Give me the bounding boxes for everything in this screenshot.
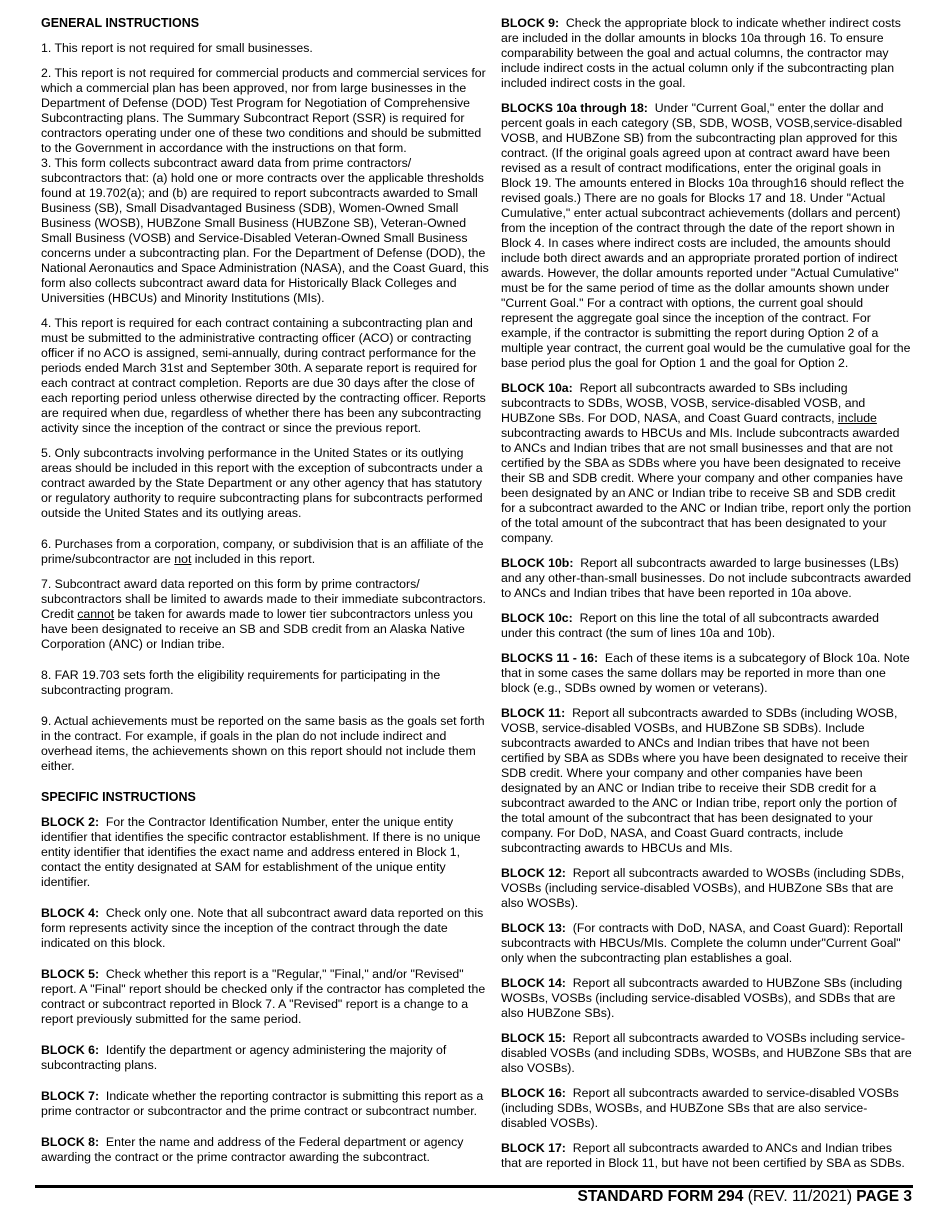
block-10b: BLOCK 10b: Report all subcontracts awarded to large businesses (LBs) and any other-than-small businesses. Do not include subcontracts awarded to ANCs and Indian tribes that have been reported in 10a above.: [501, 556, 912, 600]
form-footer: [577, 1188, 912, 1206]
left-column: [41, 16, 490, 1175]
general-item-5: 5. Only subcontracts involving performance in the United States or its outlying areas should be included in this report with the exception of subcontracts under a contract awarded by the State Department or any other agency that has statutory or regulatory authority to require subcontracting plans for subcontracts performed outside the United States and its outlying areas.: [41, 446, 483, 520]
general-instructions-heading: GENERAL INSTRUCTIONS: [41, 16, 200, 30]
form-name: STANDARD FORM 294: [577, 1188, 744, 1205]
form-revision: (REV. 11/2021): [747, 1188, 852, 1205]
block-17: BLOCK 17: Report all subcontracts awarded to ANCs and Indian tribes that are reported in Block 11, but have not been certified by SBA as SDBs.: [501, 1141, 905, 1170]
general-item-2: 2. This report is not required for commercial products and commercial services for which a commercial plan has been approved, nor from large businesses in the Department of Defense (DOD) Test Program for Negotiation of Comprehensive Subcontracting plans. The Summary Subcontract Report (SSR) is required for contractors operating under one of these two conditions and should be submitted to the Government in accordance with the instructions on that form.: [41, 66, 486, 155]
general-item-8: 8. FAR 19.703 sets forth the eligibility requirements for participating in the subcontracting program.: [41, 668, 441, 697]
general-item-3: 3. This form collects subcontract award data from prime contractors/ subcontractors that: (a) hold one or more contracts over the applicable thresholds found at 19.702(a); and (b) are required to report subcontracts awarded to Small Business (SB), Small Disadvantaged Business (SDB), Women-Owned Small Business (WOSB), HUBZone Small Business (HUBZone SB), Veteran-Owned Small Business (VOSB) and Service-Disabled Veteran-Owned Small Business concerns under a subcontracting plan. For the Department of Defense (DOD), the National Aeronautics and Space Administration (NASA), and the Coast Guard, this form also collects subcontract award data for Historically Black Colleges and Universities (HBCUs) and Minority Institutions (MIs).: [41, 156, 489, 305]
general-item-7: 7. Subcontract award data reported on this form by prime contractors/ subcontractors shall be limited to awards made to their immediate subcontractors. Credit cannot be taken for awards made to lower tier subcontractors unless you have been designated to receive an SB and SDB credit from an Alaska Native Corporation (ANC) or Indian tribe.: [41, 577, 486, 651]
block-10a: BLOCK 10a: Report all subcontracts awarded to SBs including subcontracts to SDBs, WOSB, VOSB, service-disabled VOSB, and HUBZone SBs. For DOD, NASA, and Coast Guard contracts, include subcontracting awards to HBCUs and MIs. Include subcontracts awarded to ANCs and Indian tribes that are not small businesses and that are not certified by the SBA as SDBs where you have been designated to receive their SB and SDB credit. Where your company and other companies have been designated by an ANC or Indian tribe to receive SB and SDB credit for a subcontract awarded to the ANC or Indian tribe, report only the portion of the total amount of the subcontract that has been designated to your company.: [501, 381, 912, 545]
blocks-11-16: BLOCKS 11 - 16: Each of these items is a subcategory of Block 10a. Note that in some cases the same dollars may be reported in more than one block (e.g., SDBs owned by women or veterans).: [501, 651, 910, 695]
block-6: BLOCK 6: Identify the department or agency administering the majority of subcontracting plans.: [41, 1043, 447, 1072]
block-14: BLOCK 14: Report all subcontracts awarded to HUBZone SBs (including WOSBs, VOSBs (including service-disabled VOSBs), and SDBs that are also HUBZone SBs).: [501, 976, 903, 1020]
block-4: BLOCK 4: Check only one. Note that all subcontract award data reported on this form represents activity since the inception of the contract through the date indicated on this block.: [41, 906, 484, 950]
block-8: BLOCK 8: Enter the name and address of the Federal department or agency awarding the contract or the prime contractor awarding the subcontract.: [41, 1135, 464, 1164]
right-column: [501, 16, 913, 1181]
block-7: BLOCK 7: Indicate whether the reporting contractor is submitting this report as a prime contractor or subcontractor and the prime contract or subcontract number.: [41, 1089, 484, 1118]
block-12: BLOCK 12: Report all subcontracts awarded to WOSBs (including SDBs, VOSBs (including service-disabled VOSBs), and HUBZone SBs that are also WOSBs).: [501, 866, 905, 910]
block-9: BLOCK 9: Check the appropriate block to indicate whether indirect costs are included in the dollar amounts in blocks 10a through 16. To ensure comparability between the goal and actual columns, the contractor may include indirect costs in the actual column only if the subcontracting plan included indirect costs in the goal.: [501, 16, 901, 90]
block-10c: BLOCK 10c: Report on this line the total of all subcontracts awarded under this contract (the sum of lines 10a and 10b).: [501, 611, 879, 640]
general-item-6: 6. Purchases from a corporation, company, or subdivision that is an affiliate of the prime/subcontractor are not included in this report.: [41, 537, 484, 566]
general-item-1: 1. This report is not required for small businesses.: [41, 41, 313, 55]
block-5: BLOCK 5: Check whether this report is a "Regular," "Final," and/or "Revised" report. A "Final" report should be checked only if the contractor has completed the contract or subcontract reported in Block 7. A "Revised" report is a change to a report previously submitted for the same period.: [41, 967, 486, 1026]
general-item-4: 4. This report is required for each contract containing a subcontracting plan and must be submitted to the administrative contracting officer (ACO) or contracting officer if no ACO is assigned, semi-annually, during contract performance for the periods ended March 31st and September 30th. A separate report is required for each contract at contract completion. Reports are due 30 days after the close of each reporting period unless otherwise directed by the contracting officer. Reports are required when due, regardless of whether there has been any subcontracting activity since the inception of the contract or since the previous report.: [41, 316, 486, 435]
blocks-10a-18: BLOCKS 10a through 18: Under "Current Goal," enter the dollar and percent goals in each category (SB, SDB, WOSB, VOSB,service-disabled VOSB, and HUBZone SB) from the subcontracting plan approved for this contract. (If the original goals agreed upon at contract award have been revised as a result of contract modifications, enter the original goals in Block 19. The amounts entered in Blocks 10a through16 should reflect the revised goals.) There are no goals for Blocks 17 and 18. Under "Actual Cumulative," enter actual subcontract achievements (dollars and percent) from the inception of the contract through the date of the report shown in Block 4. In cases where indirect costs are included, the amounts should include both direct awards and an appropriate prorated portion of indirect awards. However, the dollar amounts reported under "Actual Cumulative" must be for the same period of time as the dollar amounts shown under "Current Goal." For a contract with options, the current goal should represent the aggregate goal since the inception of the contract. For example, if the contractor is submitting the report during Option 2 of a multiple year contract, the current goal would be the cumulative goal for the base period plus the goal for Option 1 and the goal for Option 2.: [501, 101, 911, 370]
page-number: PAGE 3: [856, 1188, 912, 1205]
block-11: BLOCK 11: Report all subcontracts awarded to SDBs (including WOSB, VOSB, service-disabled VOSBs, and HUBZone SB SDBs). Include subcontracts awarded to ANCs and Indian tribes that have not been certified by SBA as SDBs where you have been designated to receive their SDB credit. Where your company and other companies have been designated by an ANC or Indian tribe to receive their SDB credit for a subcontract awarded to the ANC or Indian tribe, report only the portion of the total amount of the subcontract that has been designated to your company. For DoD, NASA, and Coast Guard contracts, include subcontracting awards to HBCUs and MIs.: [501, 706, 908, 855]
block-15: BLOCK 15: Report all subcontracts awarded to VOSBs including service-disabled VOSBs (and including SDBs, WOSBs, and HUBZone SBs that are also VOSBs).: [501, 1031, 912, 1075]
block-16: BLOCK 16: Report all subcontracts awarded to service-disabled VOSBs (including SDBs, WOSBs, and HUBZone SBs that are also service-disabled VOSBs).: [501, 1086, 899, 1130]
block-13: BLOCK 13: (For contracts with DoD, NASA, and Coast Guard): Reportall subcontracts with HBCUs/MIs. Complete the column under"Current Goal" only when the subcontracting plan establishes a goal.: [501, 921, 903, 965]
block-2: BLOCK 2: For the Contractor Identification Number, enter the unique entity identifier that identifies the specific contractor establishment. If there is no unique entity identifier that identifies the exact name and address entered in Block 1, contact the entity designated at SAM for establishment of the unique entity identifier.: [41, 815, 481, 889]
specific-instructions-heading: SPECIFIC INSTRUCTIONS: [41, 790, 196, 804]
general-item-9: 9. Actual achievements must be reported on the same basis as the goals set forth in the contract. For example, if goals in the plan do not include indirect and overhead items, the achievements shown on this report should not include them either.: [41, 714, 485, 773]
